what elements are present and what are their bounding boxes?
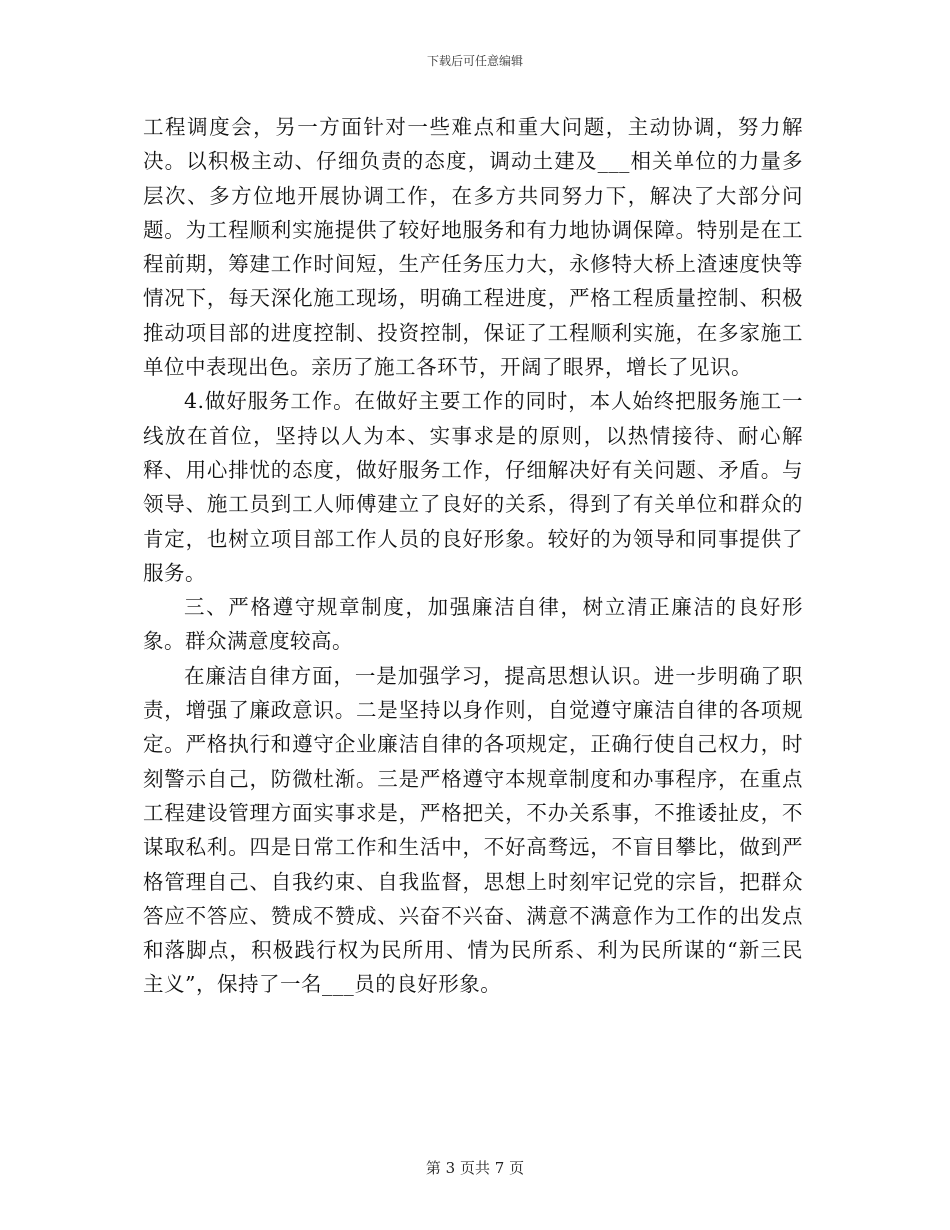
paragraph-continued: 工程调度会，另一方面针对一些难点和重大问题，主动协调，努力解决。以积极主动、仔细负责的态度，调动土建及___相关单位的力量多层次、多方位地开展协调工作，在多方共同努力下，解决了大部分问题。为工程顺利实施提供了较好地服务和有力地协调保障。特别是在工程前期，筹建工作时间短，生产任务压力大，永修特大桥上渣速度快等情况下，每天深化施工现场，明确工程进度，严格工程质量控制、积极推动项目部的进度控制、投资控制，保证了工程顺利实施，在多家施工单位中表现出色。亲历了施工各环节，开阔了眼界，增长了见识。 [143,115,803,380]
paragraph-service-work: 4.做好服务工作。在做好主要工作的同时，本人始终把服务施工一线放在首位，坚持以人为本、实事求是的原则，以热情接待、耐心解释、用心排忧的态度，做好服务工作，仔细解决好有关问题、矛盾。与领导、施工员到工人师傅建立了良好的关系，得到了有关单位和群众的肯定，也树立项目部工作人员的良好形象。较好的为领导和同事提供了服务。 [143,389,803,585]
paragraph-integrity: 在廉洁自律方面，一是加强学习，提高思想认识。进一步明确了职责，增强了廉政意识。二是坚持以身作则，自觉遵守廉洁自律的各项规定。严格执行和遵守企业廉洁自律的各项规定，正确行使自己权力，时刻警示自己，防微杜渐。三是严格遵守本规章制度和办事程序，在重点工程建设管理方面实事求是，严格把关，不办关系事，不推诿扯皮，不谋取私利。四是日常工作和生活中，不好高骛远，不盲目攀比，做到严格管理自己、自我约束、自我监督，思想上时刻牢记党的宗旨，把群众答应不答应、赞成不赞成、兴奋不兴奋、满意不满意作为工作的出发点和落脚点，积极践行权为民所用、情为民所系、利为民所谋的“新三民主义”，保持了一名___员的良好形象。 [143,663,803,997]
section-heading-discipline: 三、严格遵守规章制度，加强廉洁自律，树立清正廉洁的良好形象。群众满意度较高。 [143,595,803,654]
page-number: 第 3 页共 7 页 [425,1159,525,1177]
document-body [143,110,803,1002]
page-header: 下载后可任意编辑 [426,54,523,68]
